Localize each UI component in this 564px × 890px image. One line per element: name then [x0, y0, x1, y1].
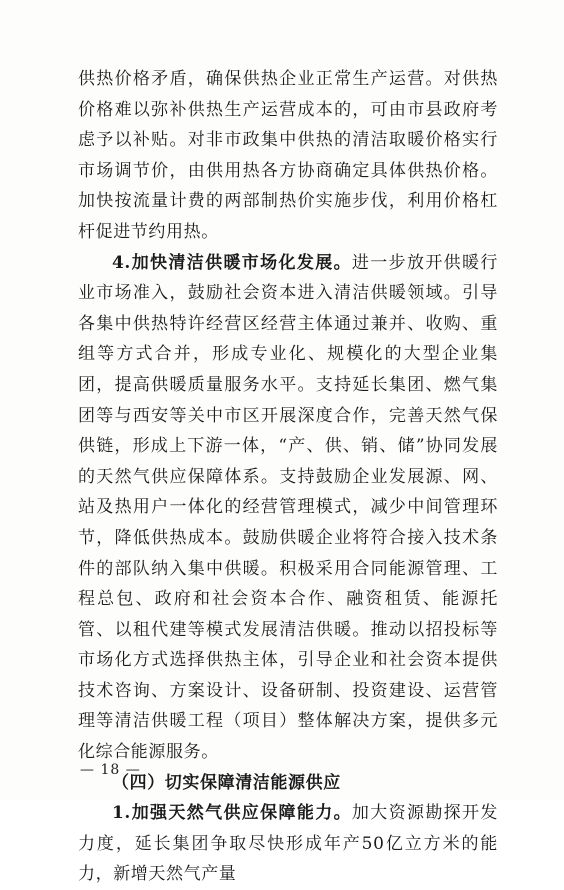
- document-body: [78, 64, 498, 890]
- paragraph-lead-marketization: 4.加快清洁供暖市场化发展。: [112, 252, 352, 273]
- page-number: — 18 —: [80, 762, 141, 778]
- paragraph-body-marketization: 进一步放开供暖行业市场准入，鼓励社会资本进入清洁供暖领域。引导各集中供热特许经营区经营主体通过兼并、收购、重组等方式合并，形成专业化、规模化的大型企业集团，提高供暖质量服务水平。支持延长集团、燃气集团等与西安等关中市区开展深度合作，完善天然气保供链，形成上下游一体，“产、供、销、储”协同发展的天然气供应保障体系。支持鼓励企业发展源、网、站及热用户一体化的经营管理模式，减少中间管理环节，降低供热成本。鼓励供暖企业将符合接入技术条件的部队纳入集中供暖。积极采用合同能源管理、工程总包、政府和社会资本合作、融资租赁、能源托管、以租代建等模式发展清洁供暖。推动以招投标等市场化方式选择供热主体，引导企业和社会资本提供技术咨询、方案设计、设备研制、投资建设、运营管理等清洁供暖工程（项目）整体解决方案，提供多元化综合能源服务。: [78, 252, 498, 763]
- section-heading: （四）切实保障清洁能源供应: [112, 772, 341, 793]
- paragraph-gas-supply: [78, 798, 498, 890]
- paragraph-pricing: 供热价格矛盾，确保供热企业正常生产运营。对供热价格难以弥补供热生产运营成本的，可由市县政府考虑予以补贴。对非市政集中供热的清洁取暖价格实行市场调节价，由供用热各方协商确定具体供热价格。加快按流量计费的两部制热价实施步伐，利用价格杠杆促进节约用热。: [78, 69, 498, 242]
- paragraph-body-gas-supply: 加大资源勘探开发力度，延长集团争取尽快形成年产50亿立方米的能力，新增天然气产量: [78, 803, 498, 885]
- paragraph-lead-gas-supply: 1.加强天然气供应保障能力。: [112, 803, 352, 824]
- paragraph-marketization: [78, 248, 498, 768]
